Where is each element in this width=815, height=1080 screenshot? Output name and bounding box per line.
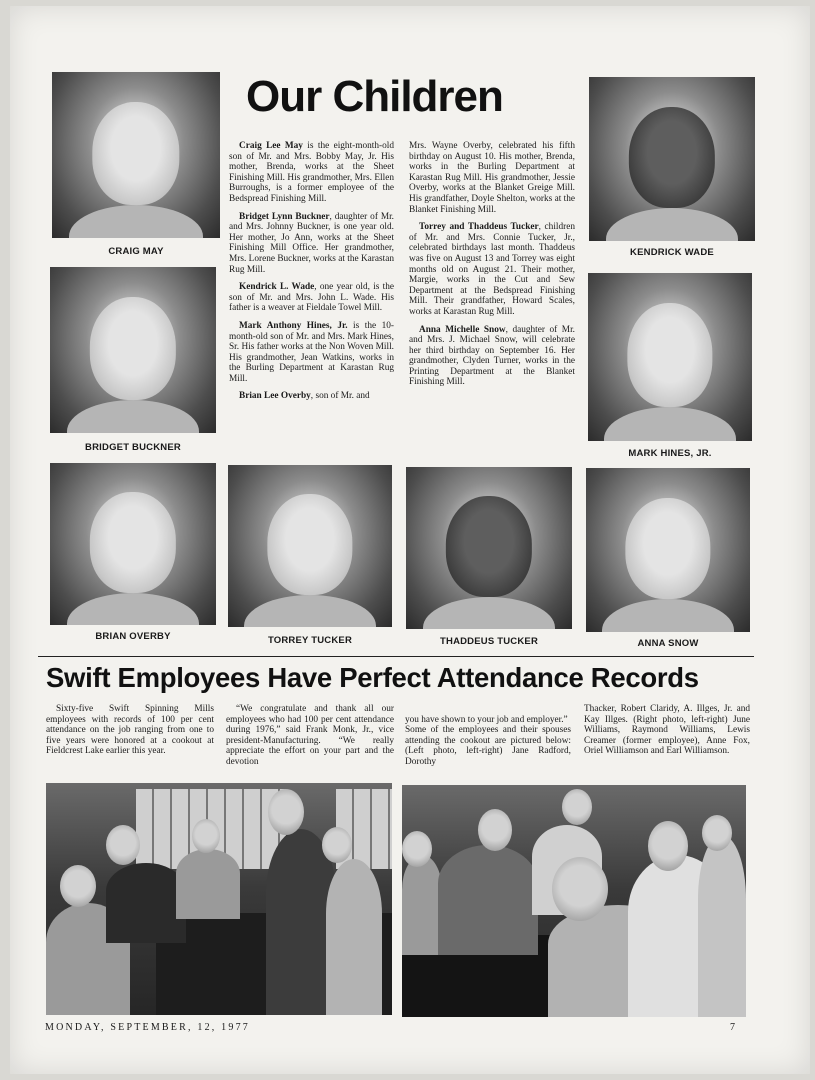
attendance-column-3 (405, 704, 571, 785)
child-photo-anna-snow (586, 468, 750, 632)
attendance-column-2 (226, 704, 394, 775)
child-photo-thaddeus-tucker (406, 467, 572, 629)
child-caption: BRIAN OVERBY (95, 631, 171, 642)
section-divider (38, 656, 754, 657)
attendance-headline: Swift Employees Have Perfect Attendance Records (46, 662, 699, 693)
child-photo-mark-hines (588, 273, 752, 441)
article-paragraph: Sixty-five Swift Spinning Mills employees with records of 100 per cent attendance on the job ranging from one to five years were honored at a cookout at Fieldcrest Lake earlier this year. (46, 704, 214, 757)
children-article-column-2 (409, 141, 575, 395)
article-paragraph: Anna Michelle Snow, daughter of Mr. and Mrs. J. Michael Snow, will celebrate her third birthday on September 16. Her grandmother, Clyden Turner, works in the Printing Department at the Blanket Finishing Mill. (409, 324, 575, 388)
child-caption: KENDRICK WADE (630, 247, 714, 258)
child-photo-torrey-tucker (228, 465, 392, 627)
article-paragraph: Brian Lee Overby, son of Mr. and (239, 391, 370, 402)
child-caption: ANNA SNOW (637, 638, 699, 649)
child-photo-kendrick-wade (589, 77, 755, 241)
child-photo-craig-may (52, 72, 220, 238)
page-number: 7 (730, 1022, 735, 1033)
child-caption: BRIDGET BUCKNER (85, 442, 181, 453)
page-date: MONDAY, SEPTEMBER, 12, 1977 (45, 1022, 250, 1033)
article-paragraph: Mrs. Wayne Overby, celebrated his fifth birthday on August 10. His mother, Brenda, works in the Burling Department at Karastan Rug Mill. His grandmother, Jessie Overby, works at the Blanket Greige Mill. His grandfather, Doyle Shelton, works at the Blanket Finishing Mill. (409, 141, 575, 215)
child-photo-brian-overby (50, 463, 216, 625)
article-paragraph: Bridget Lynn Buckner, daughter of Mr. and Mrs. Johnny Buckner, is one year old. Her mother, Jo Ann, works at the Sheet Finishing Mill Office. Her grandmother, Mrs. Lorene Buckner, works at the Karastan Rug Mill. (229, 211, 394, 275)
attendance-column-1 (46, 704, 214, 764)
article-paragraph: “We congratulate and thank all our employees who had 100 per cent attendance during 1976,” said Frank Monk, Jr., vice president-Manufacturing. “We really appreciate the effort on your part and the devotion (226, 704, 394, 767)
child-photo-bridget-buckner (50, 267, 216, 433)
attendance-column-4 (584, 704, 750, 764)
children-article-column-1 (229, 141, 394, 409)
cookout-photo-right (402, 785, 746, 1017)
article-paragraph: Mark Anthony Hines, Jr. is the 10-month-old son of Mr. and Mrs. Mark Hines, Sr. His father works at the Non Woven Mill. His grandmother, Jean Watkins, works in the Burling Department at Karastan Rug Mill. (229, 320, 394, 384)
article-paragraph: you have shown to your job and employer.” Some of the employees and their spouses attending the cookout are pictured below: (Left photo, left-right) Jane Radford, Dorothy (405, 714, 571, 767)
child-caption: TORREY TUCKER (267, 635, 353, 646)
child-caption: MARK HINES, JR. (628, 448, 712, 459)
article-paragraph: Kendrick L. Wade, one year old, is the son of Mr. and Mrs. John L. Wade. His father is a weaver at Fieldale Towel Mill. (229, 282, 394, 314)
article-paragraph: Thacker, Robert Claridy, A. Illges, Jr. and Kay Illges. (Right photo, left-right) June Williams, Raymond Williams, Lewis Creamer (former employee), Anne Fox, Oriel Williamson and Earl Williamson. (584, 704, 750, 757)
cookout-photo-left (46, 783, 392, 1015)
article-paragraph: Torrey and Thaddeus Tucker, children of Mr. and Mrs. Connie Tucker, Jr., celebrated birthdays last month. Thaddeus was five on August 13 and Torrey was eight months old on August 21. Their mother, Margie, works in the Cut and Sew Department at the Bedspread Finishing Mill. Their grandfather, Howard Scales, works at Karastan Rug Mill. (409, 222, 575, 317)
article-paragraph: Craig Lee May is the eight-month-old son of Mr. and Mrs. Bobby May, Jr. His mother, Brenda, works at the Sheet Finishing Mill. His grandmother, Mrs. Ellen Burroughs, is a former employee of the Bedspread Finishing Mill. (229, 141, 394, 204)
children-headline: Our Children (246, 72, 503, 121)
child-caption: THADDEUS TUCKER (440, 636, 538, 647)
child-caption: CRAIG MAY (108, 246, 164, 257)
